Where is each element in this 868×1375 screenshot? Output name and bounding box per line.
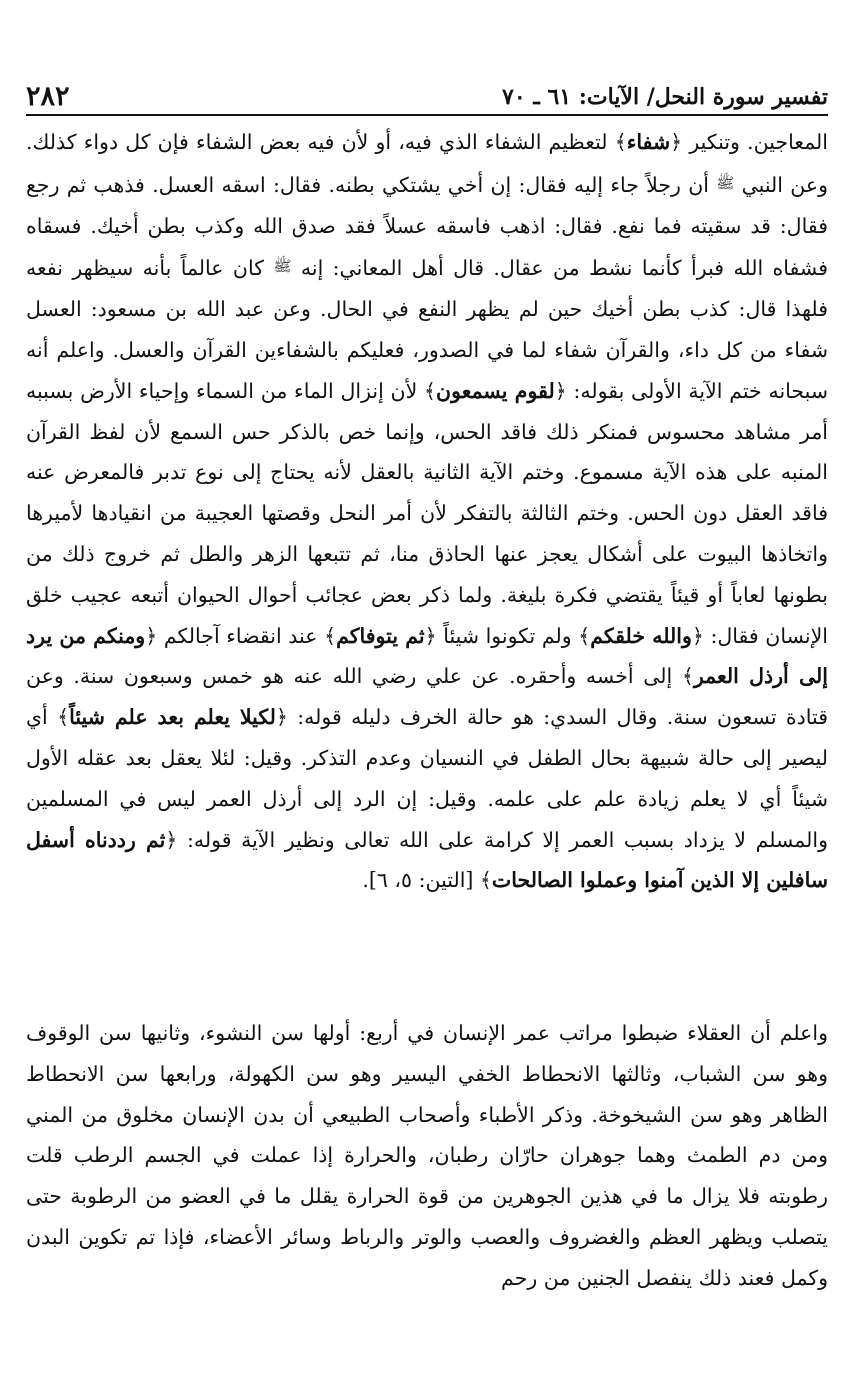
second-paragraph-text: واعلم أن العقلاء ضبطوا مراتب عمر الإنسان في أربع: أولها سن النشوء، وثانيها سن الوقوف وهو سن الشباب، وثالثها الانحطاط الخفي اليسير وهو سن الكهولة، ورابعها سن الانحطاط الظاهر وهو سن الشيخوخة. وذكر الأطباء وأصحاب الطبيعي أن بدن الإنسان مخلوق من المني ومن دم الطمث وهما جوهران حارّان رطبان، والحرارة إذا عملت في الجسم الرطب قلت رطوبته فلا يزال ما في هذين الجوهرين من قوة الحرارة يقلل ما في العضو من الرطوبة حتى يتصلب ويظهر العظم والغضروف والعصب والوتر والرباط وسائر الأعضاء، فإذا تم تكوين البدن وكمل فعند ذلك ينفصل الجنين من رحم bbox=[26, 1021, 828, 1290]
commentary-text bbox=[26, 122, 828, 901]
ornate-bracket-open-icon: ﴿ bbox=[145, 623, 158, 648]
running-title: تفسير سورة النحل/ الآيات: ٦١ ـ ٧٠ bbox=[502, 84, 828, 110]
ornate-bracket-open-icon: ﴿ bbox=[275, 705, 288, 730]
quran-quote bbox=[57, 705, 288, 729]
quran-quote-text: والله خلقكم bbox=[590, 623, 692, 648]
text-segment: أن رجلاً جاء إليه فقال: إن أخي يشتكي بطنه. فقال: اسقه العسل. فذهب ثم رجع فقال: قد سقيته فما نفع. فقال: اذهب فاسقه عسلاً فقد صدق الله وكذب بطن أخيك. فسقاه فشفاه الله فبرأ كأنما نشط من عقال. قال أهل المعاني: إنه bbox=[26, 172, 828, 281]
quran-quote bbox=[424, 379, 567, 403]
text-segment: كان عالماً بأنه سيظهر نفعه فلهذا قال: كذب بطن أخيك حين لم يظهر النفع في الحال. وعن عبد الله بن مسعود: العسل شفاء من كل داء، والقرآن شفاء لما في الصدور، فعليكم بالشفاءين القرآن والعسل. واعلم أنه سبحانه ختم الآية الأولى بقوله: bbox=[26, 256, 829, 403]
ornate-bracket-close-icon: ﴾ bbox=[424, 378, 437, 403]
quran-quote-text: ثم يتوفاكم bbox=[336, 623, 425, 648]
text-segment: [التين: ٥، ٦]. bbox=[362, 868, 480, 893]
quran-quote-text: ومنكم من يرد إلى أرذل العمر bbox=[26, 623, 828, 689]
ornate-bracket-open-icon: ﴿ bbox=[691, 623, 704, 648]
commentary-paragraph bbox=[26, 122, 828, 901]
text-segment: إلى أخسه وأحقره. عن علي رضي الله عنه هو خمس وسبعون سنة. وعن قتادة تسعون سنة. وقال السدي: هو حالة الخرف دليله قوله: bbox=[26, 664, 828, 730]
text-segment: لأن إنزال الماء من السماء وإحياء الأرض بسببه أمر مشاهد محسوس فمنكر ذلك فاقد الحس، وإنما خص بالذكر حس السمع لأن لفظ القرآن المنبه على هذه الآية مسموع. وختم الآية الثانية بالعقل لأنه يحتاج إلى نوع تدبر فالمعرض عنه فاقد العقل دون الحس. وختم الثالثة بالتفكر لأن أمر النحل وقصتها العجيبة من انقيادها لأميرها واتخاذها البيوت على أشكال يعجز عنها الحاذق منا، ثم تتبعها الزهر والطل ثم خروج ذلك من بطونها لعاباً أو قيئاً يقتضي فكرة بليغة. ولما ذكر بعض عجائب أحوال الحيوان أتبعه عجيب خلق الإنسان فقال: bbox=[26, 378, 828, 648]
quran-quote-text: لكيلا يعلم بعد علم شيئاً bbox=[69, 705, 276, 730]
text-segment: أي ليصير إلى حالة شبيهة بحال الطفل في النسيان وعدم التذكر. وقيل: لئلا يعقل بعد عقله الأول شيئاً أي لا يعلم زيادة علم على علمه. وقيل: إن الرد إلى أرذل العمر ليس في المسلمين والمسلم لا يزداد بسبب العمر إلا كرامة على الله تعالى ونظير الآية قوله: bbox=[26, 705, 828, 852]
page-number: ٢٨٢ bbox=[26, 81, 70, 112]
ornate-bracket-close-icon: ﴾ bbox=[479, 868, 492, 893]
second-paragraph bbox=[26, 1013, 828, 1299]
ornate-bracket-open-icon: ﴿ bbox=[670, 130, 683, 154]
ornate-bracket-close-icon: ﴾ bbox=[578, 623, 591, 648]
salawat-icon: ﷺ bbox=[716, 173, 735, 192]
ornate-bracket-open-icon: ﴿ bbox=[165, 827, 178, 852]
text-segment: لتعظيم الشفاء الذي فيه، أو لأن فيه بعض الشفاء فإن كل دواء كذلك. وعن النبي bbox=[26, 130, 828, 197]
ornate-bracket-close-icon: ﴾ bbox=[614, 130, 627, 154]
ornate-bracket-open-icon: ﴿ bbox=[554, 378, 567, 403]
quran-quote bbox=[324, 624, 437, 648]
quran-quote-text: شفاء bbox=[626, 130, 671, 154]
text-segment: ولم تكونوا شيئاً bbox=[436, 623, 579, 648]
ornate-bracket-open-icon: ﴿ bbox=[424, 623, 437, 648]
ornate-bracket-close-icon: ﴾ bbox=[681, 664, 694, 689]
text-segment: المعاجين. وتنكير bbox=[682, 130, 828, 154]
quran-quote-text: ثم رددناه أسفل سافلين إلا الذين آمنوا وعملوا الصالحات bbox=[26, 827, 828, 893]
salawat-icon: ﷺ bbox=[273, 257, 292, 276]
quran-quote bbox=[578, 624, 704, 648]
header-divider bbox=[26, 114, 828, 116]
quran-quote bbox=[615, 130, 682, 154]
page-header bbox=[26, 74, 828, 112]
ornate-bracket-close-icon: ﴾ bbox=[324, 623, 337, 648]
quran-quote-text: لقوم يسمعون bbox=[436, 378, 555, 403]
ornate-bracket-close-icon: ﴾ bbox=[57, 705, 70, 730]
text-segment: عند انقضاء آجالكم bbox=[157, 623, 325, 648]
